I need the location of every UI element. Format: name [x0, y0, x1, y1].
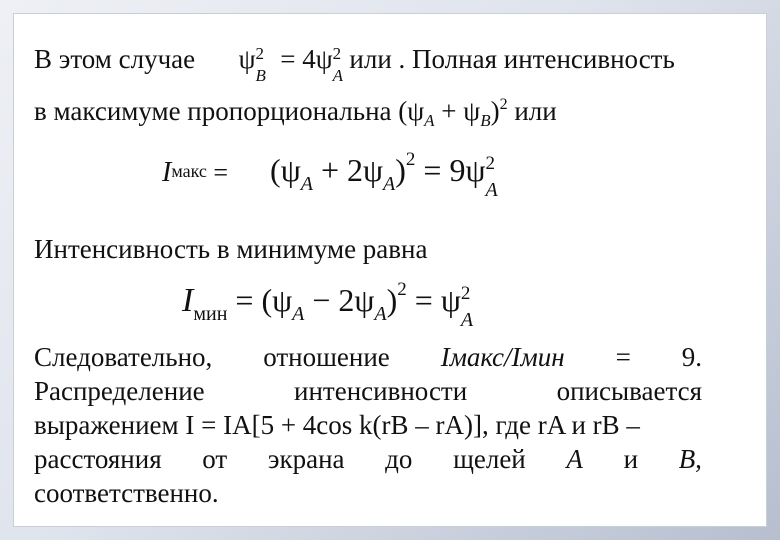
eq-4psi: = 4ψ: [280, 44, 333, 74]
intro-line: В этом случае ψ 2 B = 4ψ 2 A или . Полная интенсивность: [34, 44, 675, 85]
intro-suffix: или . Полная интенсивность: [349, 44, 675, 74]
formula-max: Iмакс = $(\psi_A + 2\psi_A)^2 = 9\psi$ 2 A: [162, 149, 498, 201]
intro-prefix: В этом случае: [34, 44, 196, 74]
psi-b-symbol: ψ 2 B: [238, 44, 266, 85]
para-line-2: Распределение интенсивности описывается: [34, 376, 702, 406]
slide: [14, 14, 766, 526]
max-intro-line: в максимуме пропорциональна $(\psi_A + \psi_B)^2$ или: [34, 96, 557, 130]
formula-min: $I_{мин} = (\psi_A - 2\psi_A)^2 = \psi$ 2 A: [182, 279, 474, 331]
para-line-4: расстояния от экрана до щелей A и B,: [34, 444, 702, 474]
min-intro-line: Интенсивность в минимуме равна: [34, 234, 428, 264]
para-line-5: соответственно.: [34, 478, 219, 508]
para-line-1: Следовательно, отношение Iмакс/Iмин = 9.: [34, 342, 702, 372]
para-line-3: выражением I = IA[5 + 4cos k(rB – rA)], где rA и rB –: [34, 410, 640, 440]
